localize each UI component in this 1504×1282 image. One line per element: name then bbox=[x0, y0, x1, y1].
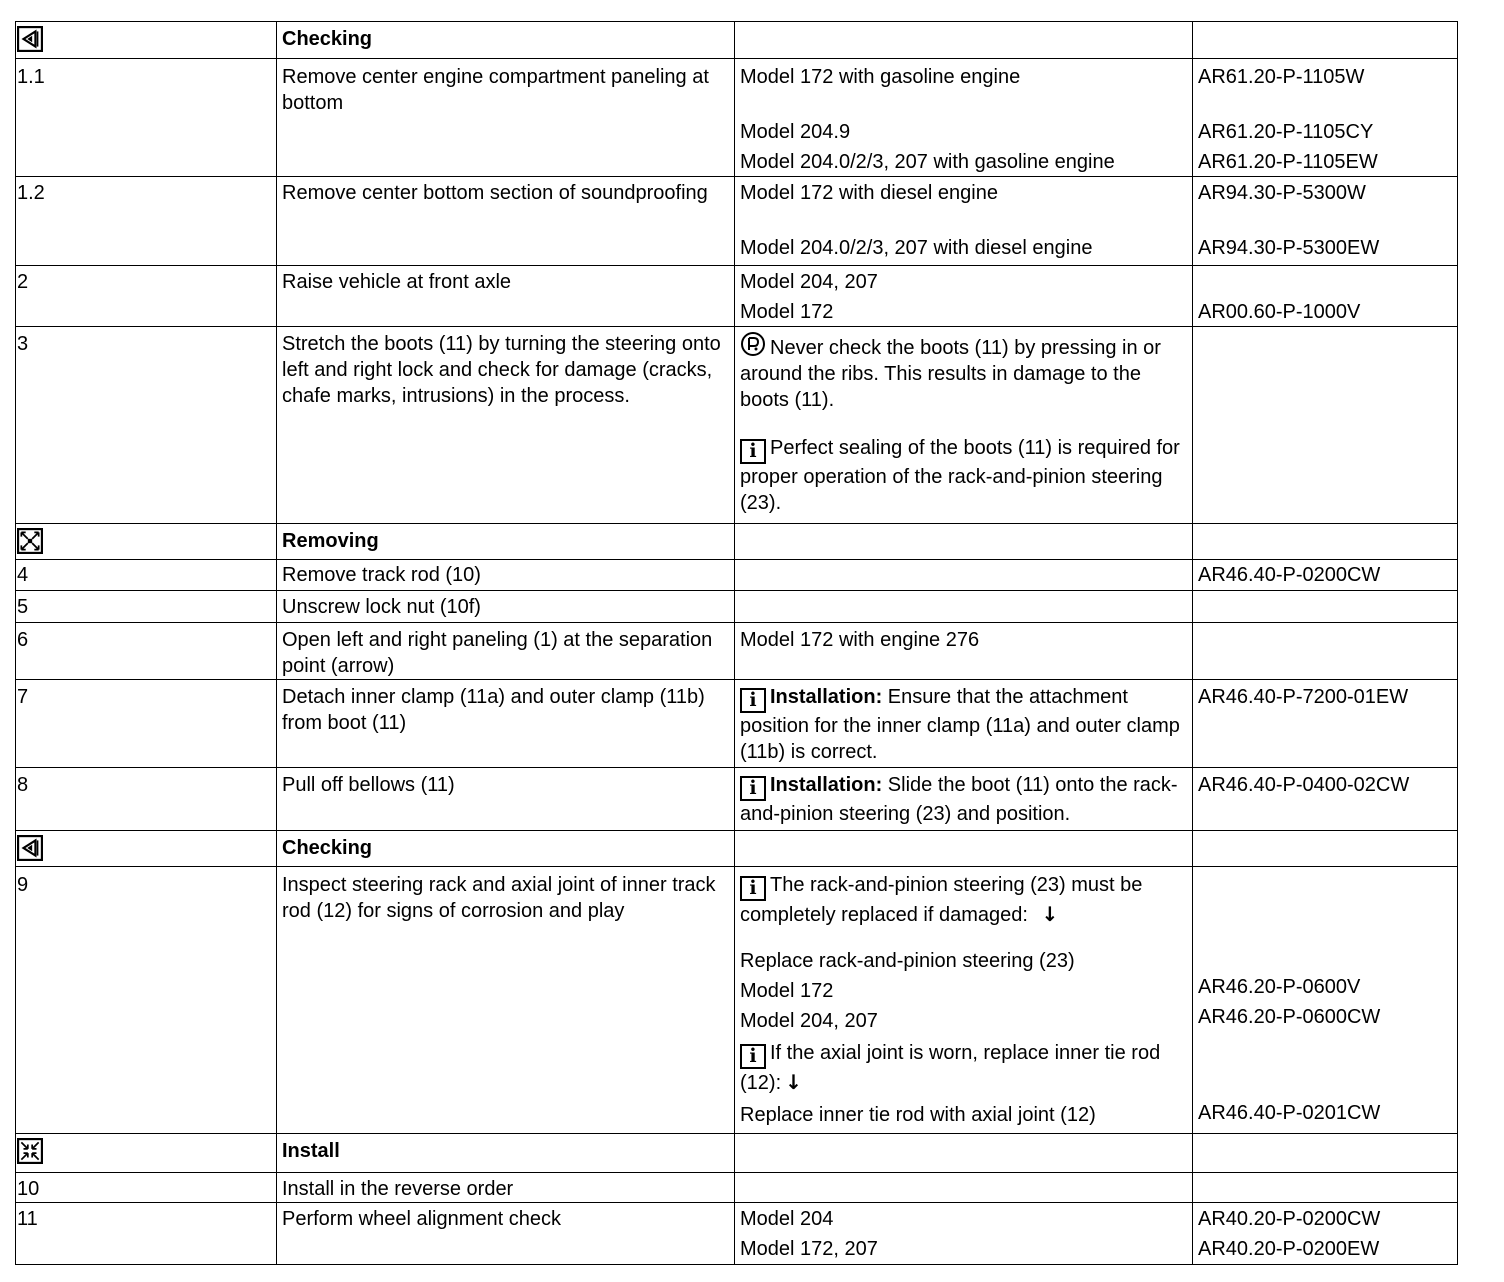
step-description: Open left and right paneling (1) at the separation point (arrow) bbox=[277, 623, 735, 680]
empty-cell bbox=[735, 1173, 1193, 1203]
step-references: AR00.60-P-1000V bbox=[1193, 266, 1458, 327]
warning-note: Never check the boots (11) by pressing in or around the ribs. This results in damage to the boots (11). bbox=[740, 331, 1184, 413]
section-title: Checking bbox=[277, 831, 735, 867]
section-icon-cell bbox=[16, 1134, 277, 1173]
step-notes: i The rack-and-pinion steering (23) must be completely replaced if damaged: ↓ Replace rack-and-pinion steering (23) Model 172 Model 204, 207 i If the axial joint is worn, replace inner tie rod (12): ↓ Replace inner tie rod with axial joint (12) bbox=[735, 867, 1193, 1134]
step-number: 10 bbox=[16, 1173, 277, 1203]
step-number: 4 bbox=[16, 560, 277, 591]
step-description: Detach inner clamp (11a) and outer clamp (11b) from boot (11) bbox=[277, 680, 735, 768]
info-note: i If the axial joint is worn, replace inner tie rod (12): ↓ bbox=[740, 1042, 1161, 1094]
step-notes: Model 204 Model 172, 207 bbox=[735, 1203, 1193, 1265]
empty-cell bbox=[735, 22, 1193, 59]
step-number: 5 bbox=[16, 591, 277, 623]
step-references: AR61.20-P-1105W AR61.20-P-1105CY AR61.20-P-1105EW bbox=[1193, 59, 1458, 177]
empty-cell bbox=[1193, 22, 1458, 59]
step-description: Remove track rod (10) bbox=[277, 560, 735, 591]
empty-cell bbox=[1193, 1173, 1458, 1203]
arrow-down-icon: ↓ bbox=[1041, 902, 1059, 926]
step-description: Remove center bottom section of soundproofing bbox=[277, 177, 735, 266]
arrow-down-icon: ↓ bbox=[785, 1070, 802, 1094]
empty-cell bbox=[1193, 831, 1458, 867]
check-triangle-icon bbox=[17, 835, 43, 861]
step-number: 1.2 bbox=[16, 177, 277, 266]
step-notes bbox=[735, 680, 1193, 768]
step-number: 11 bbox=[16, 1203, 277, 1265]
step-notes bbox=[735, 327, 1193, 524]
empty-cell bbox=[735, 524, 1193, 560]
info-note: i The rack-and-pinion steering (23) must be completely replaced if damaged: ↓ bbox=[740, 874, 1143, 926]
check-triangle-icon bbox=[17, 26, 43, 52]
section-header-checking bbox=[16, 22, 1458, 59]
section-icon-cell bbox=[16, 22, 277, 59]
section-title: Checking bbox=[277, 22, 735, 59]
table-row-step-7 bbox=[16, 680, 1458, 768]
section-title: Install bbox=[277, 1134, 735, 1173]
step-description: Unscrew lock nut (10f) bbox=[277, 591, 735, 623]
table-row-step-1-2 bbox=[16, 177, 1458, 266]
empty-cell bbox=[1193, 1134, 1458, 1173]
empty-cell bbox=[735, 560, 1193, 591]
step-references: AR46.40-P-7200-01EW bbox=[1193, 680, 1458, 768]
step-number: 9 bbox=[16, 867, 277, 1134]
table-row-step-10 bbox=[16, 1173, 1458, 1203]
info-icon: i bbox=[740, 876, 766, 901]
step-number: 3 bbox=[16, 327, 277, 524]
empty-cell bbox=[1193, 524, 1458, 560]
step-description: Raise vehicle at front axle bbox=[277, 266, 735, 327]
table-row-step-1-1 bbox=[16, 59, 1458, 177]
section-icon-cell bbox=[16, 831, 277, 867]
step-number: 6 bbox=[16, 623, 277, 680]
step-references: AR94.30-P-5300W AR94.30-P-5300EW bbox=[1193, 177, 1458, 266]
table-row-step-11 bbox=[16, 1203, 1458, 1265]
step-description: Stretch the boots (11) by turning the steering onto left and right lock and check for damage (cracks, chafe marks, intrusions) in the process. bbox=[277, 327, 735, 524]
info-icon: i bbox=[740, 1044, 766, 1069]
table-row-step-2 bbox=[16, 266, 1458, 327]
step-number: 2 bbox=[16, 266, 277, 327]
step-description: Inspect steering rack and axial joint of inner track rod (12) for signs of corrosion and play bbox=[277, 867, 735, 1134]
step-references: AR46.40-P-0200CW bbox=[1193, 560, 1458, 591]
table-row-step-9 bbox=[16, 867, 1458, 1134]
step-references: AR40.20-P-0200CW AR40.20-P-0200EW bbox=[1193, 1203, 1458, 1265]
table-row-step-8 bbox=[16, 768, 1458, 831]
warning-icon bbox=[740, 331, 766, 357]
table-row-step-5 bbox=[16, 591, 1458, 623]
empty-cell bbox=[1193, 623, 1458, 680]
step-description: Perform wheel alignment check bbox=[277, 1203, 735, 1265]
empty-cell bbox=[1193, 327, 1458, 524]
section-title: Removing bbox=[277, 524, 735, 560]
installation-note: i Installation: Ensure that the attachment position for the inner clamp (11a) and outer clamp (11b) is correct. bbox=[740, 686, 1180, 763]
empty-cell bbox=[1193, 591, 1458, 623]
step-description: Install in the reverse order bbox=[277, 1173, 735, 1203]
step-notes: Model 172 with engine 276 bbox=[735, 623, 1193, 680]
step-notes bbox=[735, 768, 1193, 831]
section-header-install bbox=[16, 1134, 1458, 1173]
removing-icon bbox=[17, 528, 43, 554]
empty-cell bbox=[735, 1134, 1193, 1173]
step-number: 1.1 bbox=[16, 59, 277, 177]
section-header-removing bbox=[16, 524, 1458, 560]
step-number: 7 bbox=[16, 680, 277, 768]
step-description: Pull off bellows (11) bbox=[277, 768, 735, 831]
table-row-step-3 bbox=[16, 327, 1458, 524]
info-icon: i bbox=[740, 776, 766, 801]
info-note: i Perfect sealing of the boots (11) is required for proper operation of the rack-and-pinion steering (23). bbox=[740, 437, 1180, 514]
installation-note: i Installation: Slide the boot (11) onto the rack-and-pinion steering (23) and position. bbox=[740, 774, 1178, 825]
step-references: AR46.20-P-0600V AR46.20-P-0600CW AR46.40-P-0201CW bbox=[1193, 867, 1458, 1134]
table-row-step-4 bbox=[16, 560, 1458, 591]
info-icon: i bbox=[740, 439, 766, 464]
empty-cell bbox=[735, 831, 1193, 867]
step-notes: Model 204, 207 Model 172 bbox=[735, 266, 1193, 327]
step-number: 8 bbox=[16, 768, 277, 831]
step-notes: Model 172 with gasoline engine Model 204.9 Model 204.0/2/3, 207 with gasoline engine bbox=[735, 59, 1193, 177]
info-icon: i bbox=[740, 688, 766, 713]
step-description: Remove center engine compartment paneling at bottom bbox=[277, 59, 735, 177]
step-references: AR46.40-P-0400-02CW bbox=[1193, 768, 1458, 831]
install-icon bbox=[17, 1138, 43, 1164]
empty-cell bbox=[735, 591, 1193, 623]
table-row-step-6 bbox=[16, 623, 1458, 680]
step-notes: Model 172 with diesel engine Model 204.0/2/3, 207 with diesel engine bbox=[735, 177, 1193, 266]
procedure-table bbox=[15, 21, 1458, 1265]
section-icon-cell bbox=[16, 524, 277, 560]
section-header-checking bbox=[16, 831, 1458, 867]
